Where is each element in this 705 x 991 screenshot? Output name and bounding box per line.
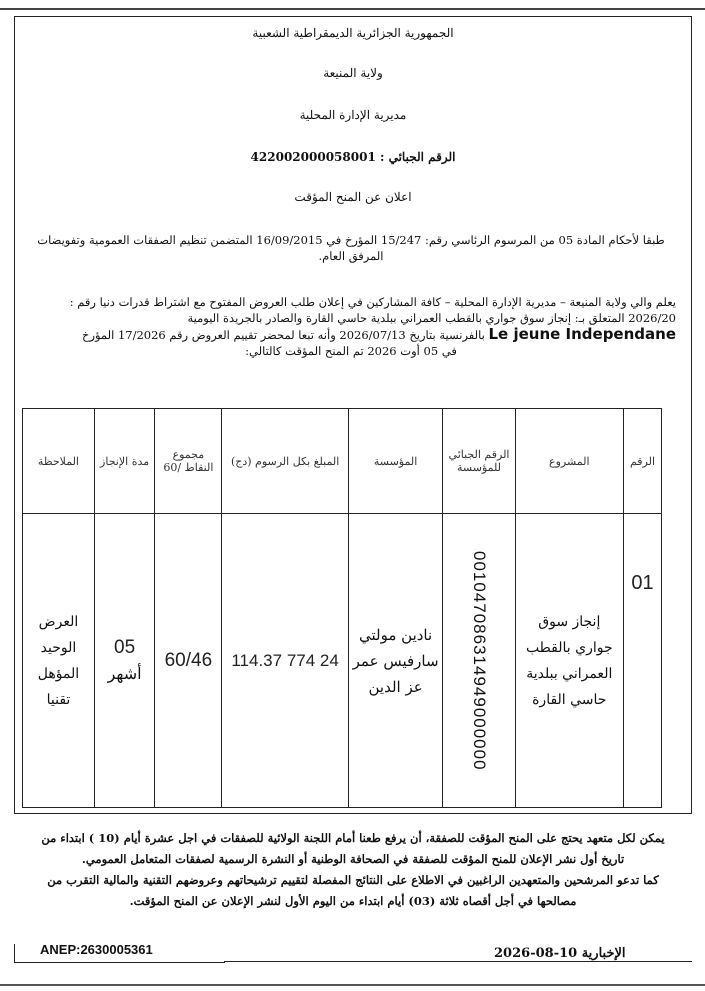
cell-number: 01	[623, 514, 661, 808]
directorate-name: مديرية الإدارة المحلية	[299, 108, 407, 122]
cell-score: 60/46	[155, 514, 222, 808]
header-remark: الملاحظة	[23, 409, 95, 514]
body-line-4: في 05 أوت 2026 تم المنح المؤقت كالتالي:	[245, 344, 457, 358]
wilaya-name: ولاية المنيعة	[323, 66, 383, 80]
republic-title: الجمهورية الجزائرية الديمقراطية الشعبية	[252, 26, 454, 40]
footer-line-1: يمكن لكل متعهد يحتج على المنح المؤقت للصفقة، أن يرفع طعنا أمام اللجنة الولائية للصفقات في اجل عشرة أيام (10 ) ابتداء من	[41, 831, 665, 845]
decree-paragraph: طبقا لأحكام المادة 05 من المرسوم الرئاسي رقم: 15/247 المؤرخ في 16/09/2015 المتضمن تنظيم الصفقات العمومية وتفويضات المرفق العام.	[37, 233, 665, 263]
cell-company: نادين مولتي سارفيس عمر عز الدين	[348, 514, 443, 808]
body-line-1: يعلم والي ولاية المنيعة – مديرية الإدارة المحلية – كافة المشاركين في إعلان طلب العروض المفتوح مع اشتراط قدرات دنيا رقم :	[69, 295, 676, 309]
footer-line-3: كما تدعو المرشحين والمتعهدين الراغبين في الاطلاع على النتائج المفصلة لتقييم ترشيحاتهم وعروضهم التقنية والمالية التقرب من	[47, 873, 659, 887]
award-table	[22, 408, 662, 808]
fiscal-number: الرقم الجبائي : 422002000058001	[250, 150, 456, 164]
announcement-title: اعلان عن المنح المؤقت	[294, 190, 412, 204]
newspaper-name: Le jeune Independane	[488, 325, 676, 343]
footer-line-2: تاريخ أول نشر الإعلان للمنح المؤقت للصفقة في الصحافة الوطنية أو النشرة الرسمية لصفقات المتعامل العمومي.	[81, 852, 625, 866]
bottom-rule	[0, 984, 705, 986]
body-line-3	[26, 326, 676, 343]
body-paragraph	[26, 294, 676, 359]
anep-reference: ANEP:2630005361	[40, 942, 153, 957]
header-score: مجموع النقاط /60	[155, 409, 222, 514]
cell-project: إنجاز سوق جواري بالقطب العمراني ببلدية حاسي القارة	[515, 514, 623, 808]
footer-paragraph	[20, 828, 686, 912]
table-header-row	[23, 409, 662, 514]
publication-date: الإخبارية 10-08-2026	[490, 946, 630, 961]
table-row	[23, 514, 662, 808]
cell-duration: 05 أشهر	[94, 514, 154, 808]
header-project: المشروع	[515, 409, 623, 514]
header-company: المؤسسة	[348, 409, 443, 514]
header-number: الرقم	[623, 409, 661, 514]
cell-tax-id: 001047086314949000000	[443, 514, 515, 808]
body-line-3-rest: بالفرنسية بتاريخ 2026/07/13 وأنه تبعا لمحضر تقييم العروض رقم 17/2026 المؤرخ	[82, 328, 485, 342]
bar-rule	[224, 961, 692, 962]
header-amount: المبلغ بكل الرسوم (دج)	[222, 409, 348, 514]
body-line-2: 2026/20 المتعلق بـ: إنجاز سوق جواري بالقطب العمراني ببلدية حاسي القارة والصادر بالجريدة اليومية	[187, 311, 676, 325]
header-tax-id: الرقم الجبائي للمؤسسة	[443, 409, 515, 514]
cell-remark: العرض الوحيد المؤهل تقنيا	[23, 514, 95, 808]
header-duration: مدة الإنجاز	[94, 409, 154, 514]
top-rule	[0, 8, 705, 10]
publication-bar	[14, 940, 692, 964]
footer-line-4: مصالحها في أجل أقصاه ثلاثة (03) أيام ابتداء من اليوم الأول لنشر الإعلان عن المنح المؤقت.	[129, 894, 577, 908]
cell-amount: 24 774 114.37	[222, 514, 348, 808]
